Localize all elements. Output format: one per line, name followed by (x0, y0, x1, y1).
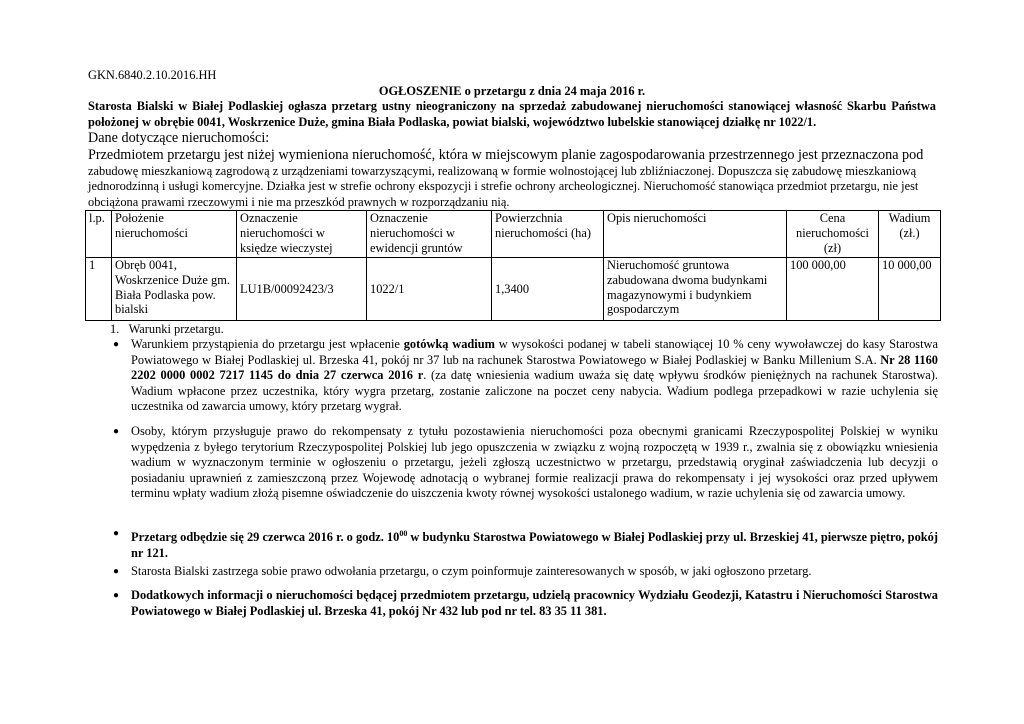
bullet-icon: ● (112, 590, 120, 601)
cell-location: Obręb 0041, Woskrzenice Duże gm. Biała Podlaska pow. bialski (112, 258, 237, 321)
header-location: Położenie nieruchomości (112, 211, 237, 258)
intro-paragraph: Starosta Bialski w Białej Podlaskiej ogłasza przetarg ustny nieograniczony na sprzedaż zabudowanej nieruchomości stanowiącej własność Skarbu Państwa położonej w obrębie 0041, Woskrzenice Duże, gmina Biała Podlaska, powiat bialski, województwo lubelskie stanowiącej działkę nr 1022/1. (88, 99, 936, 129)
cell-land-records: 1022/1 (367, 258, 492, 321)
condition-cancellation (112, 564, 938, 580)
cell-area: 1,3400 (492, 258, 604, 321)
document-reference: GKN.6840.2.10.2016.HH (88, 68, 217, 82)
property-description-paragraph (88, 148, 936, 210)
description-part-a: Przedmiotem przetargu jest niżej wymieniona nieruchomość, która w miejscowym planie zagospodarowania przestrzennego jest przeznaczona pod (88, 147, 924, 163)
cell-description: Nieruchomość gruntowa zabudowana dwoma budynkami magazynowymi i budynkiem gospodarczym (604, 258, 787, 321)
cell-land-register: LU1B/00092423/3 (237, 258, 367, 321)
header-land-register: Oznaczenie nieruchomości w księdze wieczystej (237, 211, 367, 258)
bullet-icon: ● (112, 426, 120, 437)
deposit-text-e: . (za datę wniesienia wadium uważa się datę wpływu środków pieniężnych na rachunek Starostwa). Wadium wpłacone przez uczestnika, który wygra przetarg, zostanie zaliczone na poczet ceny nabycia. Wadium podlega przepadkowi w razie uchylenia się uczestnika od zawarcia umowy, który przetarg wygrał. (131, 368, 938, 413)
deposit-text-a: Warunkiem przystąpienia do przetargu jest wpłacenie (131, 337, 404, 351)
header-deposit: Wadium (zł.) (879, 211, 941, 258)
auction-time-minutes: 00 (399, 529, 408, 538)
auction-date-text-a: Przetarg odbędzie się 29 czerwca 2016 r. o godz. 10 (131, 530, 400, 545)
auction-date-text-b: w budynku Starostwa Powiatowego w Białej Podlaskiej przy ul. Brzeskiej 41, pierwsze piętro, pokój nr 121. (131, 530, 938, 560)
contact-text: Dodatkowych informacji o nieruchomości będącej przedmiotem przetargu, udzielą pracownicy Wydziału Geodezji, Katastru i Nieruchomości Starostwa Powiatowego w Białej Podlaskiej ul. Brzeska 41, pokój Nr 432 lub pod nr tel. 83 35 11 381. (131, 588, 938, 618)
header-description: Opis nieruchomości (604, 211, 787, 258)
bullet-icon: ● (112, 339, 120, 350)
condition-contact (112, 588, 938, 619)
bullet-icon: ● (112, 566, 120, 577)
compensation-text: Osoby, którym przysługuje prawo do rekompensaty z tytułu pozostawienia nieruchomości poza obecnymi granicami Rzeczypospolitej Polskiej w wyniku wypędzenia z byłego terytorium Rzeczypospolitej Polskiej lub jego opuszczenia w związku z wojną rozpoczętą w 1939 r., zwalnia się z obowiązku wniesienia wadium w wyznaczonym terminie w ogłoszeniu o przetargu, jeżeli zgłoszą uczestnictwo w przetargu, przedstawią oryginał zaświadczenia lub decyzji o posiadaniu uprawnień z zamieszczoną przez Wojewodę adnotacją o wybranej formie realizacji prawa do rekompensaty i jej wysokości oraz przed upływem terminu wpłaty wadium złożą pisemne oświadczenie do uiszczenia kwoty równej wysokości ustalonego wadium, w razie uchylenia się od zawarcia umowy. (131, 424, 938, 500)
header-price: Cena nieruchomości (zł) (787, 211, 879, 258)
deposit-account-number: Nr 28 1160 2202 0000 0002 7217 1145 do dnia 27 czerwca 2016 r (131, 352, 938, 382)
cancellation-text: Starosta Bialski zastrzega sobie prawo odwołania przetargu, o czym poinformuje zainteresowanych w sposób, w jaki ogłoszono przetarg. (131, 564, 812, 578)
property-table (85, 210, 941, 321)
conditions-number: 1. (110, 322, 120, 336)
header-lp: l.p. (86, 211, 112, 258)
table-header-row (86, 211, 941, 258)
header-land-records: Oznaczenie nieruchomości w ewidencji gruntów (367, 211, 492, 258)
deposit-text-c: w wysokości podanej w tabeli stanowiącej 10 % ceny wywoławczej do kasy Starostwa Powiatowego w Białej Podlaskiej ul. Brzeska 41, pokój nr 37 lub na rachunek Starostwa Powiatowego w Białej Podlaskiej w Banku Millenium S.A. (131, 337, 938, 367)
header-area: Powierzchnia nieruchomości (ha) (492, 211, 604, 258)
table-row (86, 258, 941, 321)
deposit-text-b: gotówką wadium (403, 337, 495, 351)
cell-deposit: 10 000,00 (879, 258, 941, 321)
conditions-heading (110, 322, 224, 337)
property-data-heading: Dane dotyczące nieruchomości: (88, 130, 270, 146)
cell-lp: 1 (86, 258, 112, 321)
conditions-heading-text: Warunki przetargu. (128, 322, 224, 336)
document-title: OGŁOSZENIE o przetargu z dnia 24 maja 2016 r. (378, 84, 646, 98)
condition-compensation (112, 424, 938, 502)
description-part-b: zabudowę mieszkaniową zagrodową z urządzeniami towarzyszącymi, realizowaną w formie wolnostojącej lub zbliźniaczonej. Dopuszcza się zabudowę mieszkaniową jednorodzinną i usługi komercyjne. Działka jest w strefie ochrony ekspozycji i strefie ochrony archeologicznej. Nieruchomość stanowiąca przedmiot przetargu, nie jest obciążona prawami rzeczowymi i nie ma przeszkód prawnych w rozporządzaniu nią. (88, 163, 919, 209)
bullet-icon: ● (112, 528, 120, 539)
cell-price: 100 000,00 (787, 258, 879, 321)
condition-auction-date (112, 526, 938, 561)
condition-deposit (112, 337, 938, 415)
